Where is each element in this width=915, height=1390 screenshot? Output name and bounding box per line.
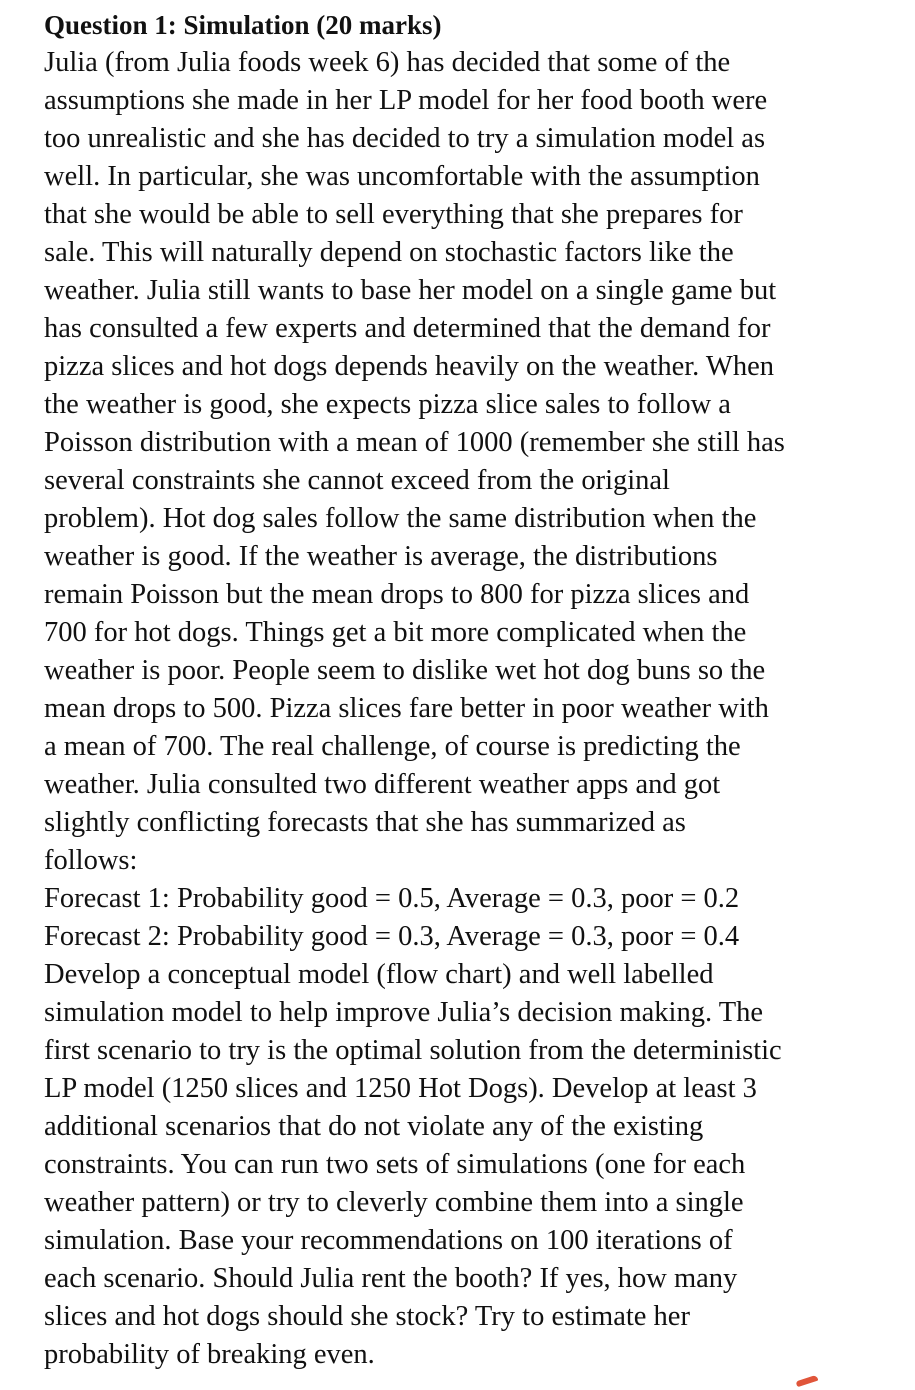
text-line: first scenario to try is the optimal solution from the deterministic bbox=[44, 1035, 782, 1066]
text-line: remain Poisson but the mean drops to 800 for pizza slices and bbox=[44, 579, 750, 610]
text-line: assumptions she made in her LP model for her food booth were bbox=[44, 85, 768, 116]
text-line: additional scenarios that do not violate any of the existing bbox=[44, 1111, 704, 1142]
text-line: has consulted a few experts and determined that the demand for bbox=[44, 313, 771, 344]
text-line: slightly conflicting forecasts that she has summarized as bbox=[44, 807, 686, 838]
text-line: slices and hot dogs should she stock? Try to estimate her bbox=[44, 1301, 690, 1332]
text-line: mean drops to 500. Pizza slices fare better in poor weather with bbox=[44, 693, 769, 724]
text-line: LP model (1250 slices and 1250 Hot Dogs). Develop at least 3 bbox=[44, 1073, 757, 1104]
text-line: problem). Hot dog sales follow the same distribution when the bbox=[44, 503, 757, 534]
text-line: Julia (from Julia foods week 6) has decided that some of the bbox=[44, 47, 731, 78]
text-line: weather. Julia still wants to base her model on a single game but bbox=[44, 275, 777, 306]
text-line: simulation model to help improve Julia’s decision making. The bbox=[44, 997, 763, 1028]
text-line: follows: bbox=[44, 845, 138, 876]
forecast-1-line: Forecast 1: Probability good = 0.5, Average = 0.3, poor = 0.2 bbox=[44, 883, 740, 914]
text-line: constraints. You can run two sets of simulations (one for each bbox=[44, 1149, 746, 1180]
text-line: several constraints she cannot exceed from the original bbox=[44, 465, 670, 496]
text-line: Poisson distribution with a mean of 1000 (remember she still has bbox=[44, 427, 785, 458]
text-line: simulation. Base your recommendations on 100 iterations of bbox=[44, 1225, 733, 1256]
question-heading: Question 1: Simulation (20 marks) bbox=[44, 10, 442, 40]
text-line: a mean of 700. The real challenge, of course is predicting the bbox=[44, 731, 741, 762]
text-line: 700 for hot dogs. Things get a bit more complicated when the bbox=[44, 617, 747, 648]
text-line: each scenario. Should Julia rent the booth? If yes, how many bbox=[44, 1263, 738, 1294]
text-line: Develop a conceptual model (flow chart) and well labelled bbox=[44, 959, 714, 990]
red-pen-mark bbox=[796, 1375, 819, 1388]
text-line: weather. Julia consulted two different weather apps and got bbox=[44, 769, 721, 800]
question-document bbox=[44, 6, 904, 1374]
text-line: probability of breaking even. bbox=[44, 1339, 375, 1370]
text-line: weather is good. If the weather is average, the distributions bbox=[44, 541, 718, 572]
text-line: the weather is good, she expects pizza slice sales to follow a bbox=[44, 389, 731, 420]
forecast-2-line: Forecast 2: Probability good = 0.3, Average = 0.3, poor = 0.4 bbox=[44, 921, 740, 952]
text-line: weather pattern) or try to cleverly combine them into a single bbox=[44, 1187, 744, 1218]
text-line: weather is poor. People seem to dislike wet hot dog buns so the bbox=[44, 655, 766, 686]
text-line: too unrealistic and she has decided to try a simulation model as bbox=[44, 123, 766, 154]
text-line: pizza slices and hot dogs depends heavily on the weather. When bbox=[44, 351, 774, 382]
text-line: that she would be able to sell everything that she prepares for bbox=[44, 199, 743, 230]
text-line: sale. This will naturally depend on stochastic factors like the bbox=[44, 237, 734, 268]
text-line: well. In particular, she was uncomfortable with the assumption bbox=[44, 161, 760, 192]
